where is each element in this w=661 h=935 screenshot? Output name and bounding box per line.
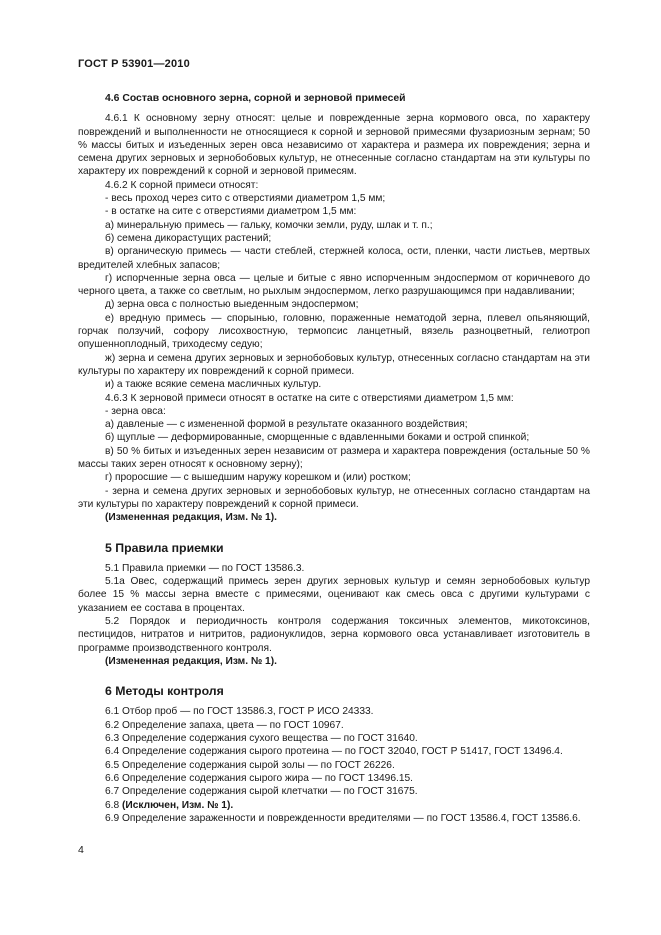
list-item: - зерна и семена других зерновых и зернобобовых культур, не отнесенных согласно стандартам на эти культуры по характеру повреждений к сорной примеси. bbox=[78, 485, 590, 510]
amendment-note: (Измененная редакция, Изм. № 1). bbox=[105, 512, 277, 524]
paragraph-4-6-3: 4.6.3 К зерновой примеси относят в остатке на сите с отверстиями диаметром 1,5 мм: bbox=[105, 392, 514, 404]
list-item: и) а также всякие семена масличных культур. bbox=[105, 379, 322, 391]
list-item: г) испорченные зерна овса — целые и битые с явно испорченным эндоспермом от коричневого до черного цвета, а также со светлым, но рыхлым эндоспермом, легко разрушающимся при надавливании; bbox=[78, 272, 590, 298]
paragraph-6-7: 6.7 Определение содержания сырой клетчатки — по ГОСТ 31675. bbox=[105, 786, 418, 798]
section-5-title: 5 Правила приемки bbox=[105, 540, 224, 555]
paragraph-6-8 bbox=[78, 799, 590, 812]
list-item: в) органическую примесь — части стеблей, стержней колоса, ости, пленки, части листьев, мертвых вредителей хлебных запасов; bbox=[78, 246, 590, 271]
list-item: а) минеральную примесь — гальку, комочки земли, руду, шлак и т. п.; bbox=[105, 219, 433, 231]
paragraph-6-9: 6.9 Определение зараженности и поврежденности вредителями — по ГОСТ 13586.4, ГОСТ 13586.6. bbox=[105, 812, 581, 824]
paragraph-4-6-1: 4.6.1 К основному зерну относят: целые и поврежденные зерна кормового овса, по характеру повреждений и выполненности не относящиеся к сорной и зерновой примесями фузариозным зернам; 50 % массы битых и изъеденных зерен овса независимо от характера и размера их повреждения; зерна и семена других зерновых и зернобобовых культур, не отнесенные согласно стандартам на эти культуры по характеру их повреждений к сорной и зерновой примесям. bbox=[78, 113, 590, 178]
section-4-6-title: 4.6 Состав основного зерна, сорной и зерновой примесей bbox=[105, 93, 406, 104]
paragraph-6-6: 6.6 Определение содержания сырого жира — по ГОСТ 13496.15. bbox=[105, 772, 414, 784]
paragraph-6-8-excluded: (Исключен, Изм. № 1). bbox=[122, 799, 234, 811]
paragraph-4-6-2: 4.6.2 К сорной примеси относят: bbox=[105, 179, 259, 191]
amendment-note: (Измененная редакция, Изм. № 1). bbox=[105, 655, 277, 667]
list-item: в) 50 % битых и изъеденных зерен независим от размера и характера повреждения (остальные 50 % массы таких зерен относят к основному зерну); bbox=[78, 445, 590, 471]
list-item: - зерна овса: bbox=[105, 405, 166, 417]
list-item: - в остатке на сите с отверстиями диаметром 1,5 мм: bbox=[105, 206, 357, 218]
section-6-title: 6 Методы контроля bbox=[105, 684, 224, 699]
paragraph-6-4: 6.4 Определение содержания сырого протеина — по ГОСТ 32040, ГОСТ Р 51417, ГОСТ 13496.4. bbox=[105, 746, 563, 758]
paragraph-5-1a: 5.1а Овес, содержащий примесь зерен других зерновых культур и семян зернобобовых культур более 15 % массы зерна вместе с примесями, оценивают как смесь овса с другими культурами с указанием ее состава в процентах. bbox=[78, 576, 590, 614]
list-item: г) проросшие — с вышедшим наружу корешком и (или) ростком; bbox=[105, 472, 411, 484]
list-item: б) щуплые — деформированные, сморщенные с вдавленными боками и острой спинкой; bbox=[105, 432, 530, 444]
page-header: ГОСТ Р 53901—2010 bbox=[78, 58, 190, 70]
list-item: д) зерна овса с полностью выеденным эндоспермом; bbox=[105, 299, 359, 311]
paragraph-6-8-number: 6.8 bbox=[105, 799, 122, 811]
paragraph-6-3: 6.3 Определение содержания сухого вещества — по ГОСТ 31640. bbox=[105, 733, 418, 745]
paragraph-6-1: 6.1 Отбор проб — по ГОСТ 13586.3, ГОСТ Р ИСО 24333. bbox=[105, 706, 374, 718]
page-content bbox=[78, 92, 590, 825]
paragraph-5-2: 5.2 Порядок и периодичность контроля содержания токсичных элементов, микотоксинов, пестицидов, нитратов и нитритов, радионуклидов, зерна кормового овса устанавливает изготовитель в программе производственного контроля. bbox=[78, 615, 590, 654]
list-item: ж) зерна и семена других зерновых и зернобобовых культур, отнесенных согласно стандартам на эти культуры по характеру их повреждений к сорной примеси. bbox=[78, 352, 590, 377]
page-number: 4 bbox=[78, 844, 84, 856]
paragraph-6-2: 6.2 Определение запаха, цвета — по ГОСТ 10967. bbox=[105, 719, 344, 731]
list-item: е) вредную примесь — спорынью, головню, пораженные нематодой зерна, плевел опьяняющий, горчак ползучий, софору лисохвостную, термопсис ланцетный, вязель разноцветный, гелиотроп опушенноплодный, триходесму седую; bbox=[78, 312, 590, 351]
list-item: - весь проход через сито с отверстиями диаметром 1,5 мм; bbox=[105, 193, 386, 205]
list-item: б) семена дикорастущих растений; bbox=[105, 232, 272, 244]
paragraph-6-5: 6.5 Определение содержания сырой золы — по ГОСТ 26226. bbox=[105, 759, 395, 771]
paragraph-5-1: 5.1 Правила приемки — по ГОСТ 13586.3. bbox=[105, 562, 305, 574]
list-item: а) давленые — с измененной формой в результате оказанного воздействия; bbox=[105, 419, 468, 431]
